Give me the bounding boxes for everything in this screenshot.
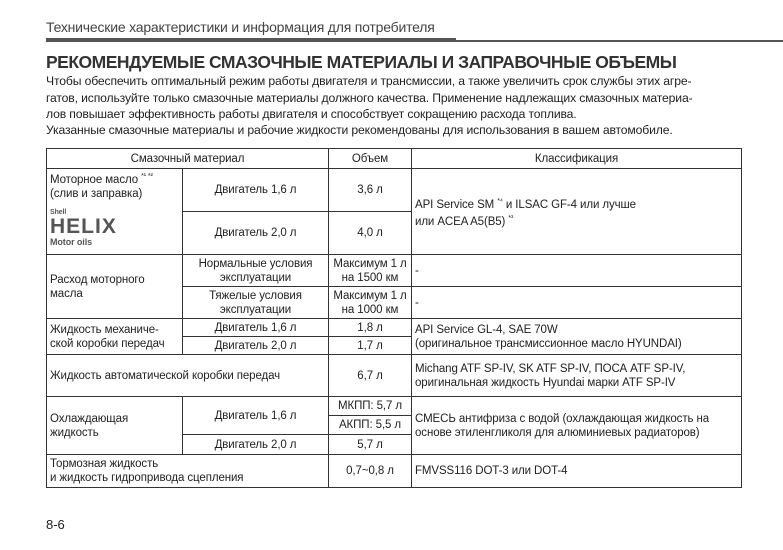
- intro-line: гатов, используйте только смазочные материалы должного качества. Применение надлежащих смазочных материа-: [46, 90, 693, 105]
- footnote-marks: *¹ *²: [141, 173, 153, 180]
- table-row: [47, 455, 742, 488]
- logo-top: Shell: [50, 208, 67, 216]
- lubricants-table: [46, 148, 742, 488]
- class-text: основе этиленгликоля для алюминиевых радиаторов): [415, 426, 700, 439]
- class-text: API Service GL-4, SAE 70W: [415, 323, 558, 336]
- engine-oil-class: [412, 169, 742, 255]
- label-text: и жидкость гидропривода сцепления: [50, 472, 244, 484]
- header-volume: Объем: [329, 149, 412, 169]
- intro-line: Чтобы обеспечить оптимальный режим работы двигателя и трансмиссии, а также увеличить срок службы этих агре-: [46, 74, 692, 88]
- page-number: 8-6: [46, 517, 65, 532]
- logo-main: HELIX: [50, 214, 117, 238]
- table-row: [47, 169, 742, 212]
- class-text: Michang ATF SP-IV, SK ATF SP-IV, ПОСА ATF SP-IV,: [415, 362, 686, 375]
- class-cell: FMVSS116 DOT-3 или DOT-4: [412, 455, 742, 488]
- footnote-mark: *³: [508, 214, 514, 222]
- class-text: СМЕСЬ антифриза с водой (охлаждающая жидкость на: [415, 412, 710, 425]
- header-divider: [46, 38, 456, 42]
- volume-cell: АКПП: 5,5 л: [329, 416, 412, 435]
- engine-cell: Двигатель 1,6 л: [183, 397, 329, 435]
- header-classification: Классификация: [412, 149, 742, 169]
- class-cell: -: [412, 255, 742, 287]
- engine-oil-sub: (слив и заправка): [50, 187, 143, 200]
- oil-consumption-label: Расход моторного масла: [47, 255, 183, 319]
- automatic-class: [412, 355, 742, 397]
- table-row: [47, 255, 742, 287]
- volume-cell: 0,7~0,8 л: [329, 455, 412, 488]
- volume-cell: Максимум 1 л на 1500 км: [329, 255, 412, 287]
- class-text: оригинальная жидкость Hyundai марки ATF SP-IV: [415, 376, 676, 389]
- class-text: и ILSAC GF-4 или лучше: [505, 198, 636, 211]
- table-row: [47, 355, 742, 397]
- engine-oil-cell: [47, 169, 183, 255]
- engine-oil-label: Моторное масло: [50, 173, 139, 186]
- class-text: API Service SM: [415, 198, 495, 211]
- table-row: [47, 319, 742, 337]
- intro-line: лов повышает эффективность работы двигателя и способствует сокращению расхода топлива.: [46, 107, 577, 121]
- engine-cell: Двигатель 2,0 л: [183, 435, 329, 455]
- engine-cell: Двигатель 1,6 л: [183, 319, 329, 337]
- section-header: Технические характеристики и информация для потребителя: [46, 19, 435, 35]
- volume-cell: 6,7 л: [329, 355, 412, 397]
- label-text: Тормозная жидкость: [50, 458, 159, 470]
- class-cell: -: [412, 287, 742, 319]
- brake-fluid-label: [47, 455, 329, 488]
- engine-cell: Двигатель 1,6 л: [183, 169, 329, 212]
- class-text: (оригинальное трансмиссионное масло HYUNDAI): [415, 337, 682, 350]
- engine-cell: Двигатель 2,0 л: [183, 212, 329, 255]
- volume-cell: 3,6 л: [329, 169, 412, 212]
- footnote-mark: *⁴: [497, 197, 503, 205]
- table-header-row: [47, 149, 742, 169]
- table-row: [47, 397, 742, 416]
- intro-paragraph: [46, 73, 693, 123]
- manual-gearbox-label: Жидкость механиче-ской коробки передач: [47, 319, 183, 355]
- header-rule: [456, 40, 783, 42]
- engine-cell: Двигатель 2,0 л: [183, 337, 329, 355]
- condition-cell: Тяжелые условия эксплуатации: [183, 287, 329, 319]
- shell-helix-logo: [50, 209, 179, 247]
- logo-bottom: Motor oils: [50, 236, 92, 247]
- volume-cell: 1,7 л: [329, 337, 412, 355]
- volume-cell: 4,0 л: [329, 212, 412, 255]
- volume-cell: 1,8 л: [329, 319, 412, 337]
- class-text: или ACEA A5(B5): [415, 215, 506, 228]
- note-paragraph: Указанные смазочные материалы и рабочие жидкости рекомендованы для использования в вашем автомобиле.: [46, 123, 673, 137]
- volume-cell: Максимум 1 л на 1000 км: [329, 287, 412, 319]
- page-title: РЕКОМЕНДУЕМЫЕ СМАЗОЧНЫЕ МАТЕРИАЛЫ И ЗАПРАВОЧНЫЕ ОБЪЕМЫ: [46, 52, 677, 72]
- coolant-class: [412, 397, 742, 455]
- coolant-label: Охлаждающая жидкость: [47, 397, 183, 455]
- volume-cell: МКПП: 5,7 л: [329, 397, 412, 416]
- header-material: Смазочный материал: [47, 149, 329, 169]
- volume-cell: 5,7 л: [329, 435, 412, 455]
- manual-class: [412, 319, 742, 355]
- condition-cell: Нормальные условия эксплуатации: [183, 255, 329, 287]
- automatic-gearbox-label: Жидкость автоматической коробки передач: [47, 355, 329, 397]
